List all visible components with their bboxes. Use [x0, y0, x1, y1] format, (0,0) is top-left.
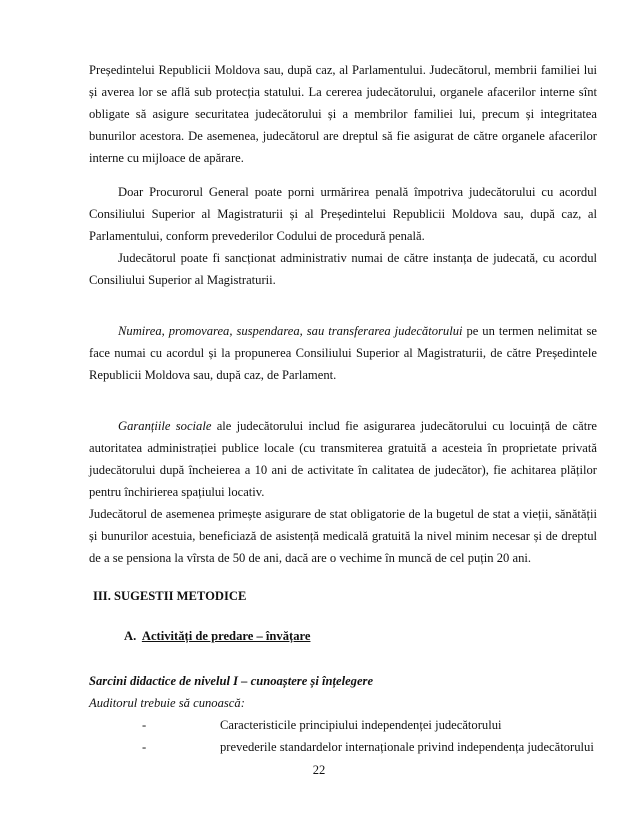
- subsection-title: Activități de predare – învățare: [141, 629, 311, 643]
- page-number: 22: [312, 763, 326, 777]
- paragraph-protection: [89, 59, 597, 169]
- subsection-heading: [124, 629, 310, 644]
- text-line: [89, 415, 597, 437]
- list-bullet: -: [142, 740, 147, 754]
- text-line: autoritatea administrației publice locale (cu transmiterea gratuită a acesteia în proprietate privată: [89, 441, 597, 455]
- text-line: Judecătorul de asemenea primește asigurare de stat obligatorie de la bugetul de stat a vieții, sănătății: [89, 507, 597, 521]
- text-line: pentru închirierea spațiului locativ.: [89, 485, 265, 499]
- paragraph-social-guarantees: [89, 415, 597, 503]
- text-line: obligate să asigure securitatea judecătorului și a membrilor familiei lui, precum și integritatea: [89, 107, 597, 121]
- auditor-line: Auditorul trebuie să cunoască:: [89, 696, 245, 710]
- italic-lead: Garanțiile sociale: [118, 419, 212, 433]
- line-rest: pe un termen nelimitat se: [462, 324, 597, 338]
- text-line: și averea lor se află sub protecția statului. La cererea judecătorului, organele afacerilor interne sînt: [89, 85, 597, 99]
- text-line: Parlamentului, conform prevederilor Codului de procedură penală.: [89, 229, 425, 243]
- text-line: face numai cu acordul și la propunerea Consiliului Superior al Magistraturii, de către Președintele: [89, 346, 597, 360]
- paragraph-appointment: [89, 320, 597, 386]
- text-line: judecătorului după încheierea a 10 ani de activitate în calitatea de judecător), fie achitarea plăților: [89, 463, 597, 477]
- section-heading: III. SUGESTII METODICE: [93, 589, 247, 603]
- text-line: și bunurilor acestuia, beneficiază de asistență medicală gratuită la nivel minim necesar și de dreptul: [89, 529, 597, 543]
- task-heading: Sarcini didactice de nivelul I – cunoaștere și înțelegere: [89, 674, 374, 688]
- list-bullet: -: [142, 718, 147, 732]
- line-rest: ale judecătorului includ fie asigurarea judecătorului cu locuință de către: [211, 419, 597, 433]
- italic-lead: Numirea, promovarea, suspendarea, sau transferarea judecătorului: [118, 324, 463, 338]
- list-item-text: prevederile standardelor internaționale privind independența judecătorului: [220, 740, 594, 754]
- text-line: [89, 320, 597, 342]
- text-line: Doar Procurorul General poate porni urmărirea penală împotriva judecătorului cu acordul: [118, 185, 597, 199]
- text-line: Republicii Moldova sau, după caz, de Parlament.: [89, 368, 337, 382]
- text-line: Președintelui Republicii Moldova sau, după caz, al Parlamentului. Judecătorul, membrii familiei lui: [89, 63, 597, 77]
- list-item: [142, 740, 594, 755]
- subsection-letter: A.: [124, 629, 137, 643]
- text-line: Judecătorul poate fi sancționat administrativ numai de către instanța de judecată, cu acordul: [118, 251, 597, 265]
- text-line: Consiliului Superior al Magistraturii.: [89, 273, 276, 287]
- list-item: [142, 718, 502, 733]
- paragraph-administrative-sanction: [89, 247, 597, 291]
- list-item-text: Caracteristicile principiului independenței judecătorului: [220, 718, 502, 732]
- text-line: interne cu mijloace de apărare.: [89, 151, 244, 165]
- text-line: bunurilor acestora. De asemenea, judecătorul are dreptul să fie asigurat de către organele afacerilor: [89, 129, 597, 143]
- paragraph-insurance: [89, 503, 597, 569]
- text-line: Consiliului Superior al Magistraturii și al Președintelui Republicii Moldova sau, după caz, al: [89, 207, 597, 221]
- paragraph-prosecution: [89, 181, 597, 247]
- text-line: de a se pensiona la vîrsta de 50 de ani, dacă are o vechime în muncă de cel puțin 20 ani.: [89, 551, 532, 565]
